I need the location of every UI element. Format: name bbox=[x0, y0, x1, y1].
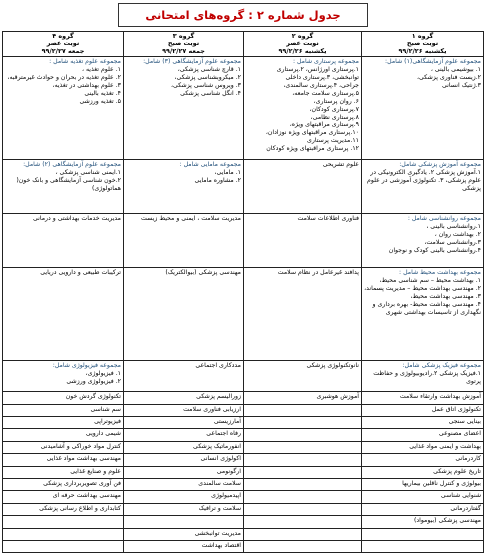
cell: مجموعه پرستاری شامل : ۱.پرستاری اورژانس، ۲.پرستاری توانبخشی، ۳.پرستاری داخلی جراحی، ۴.پرستاری سالمندی، ۵.پرستاری سلامت جامعه، ۶. روان پرستاری، ۷.پرستاری کودکان، ۸.پرستاری نظامی، ۹.پرستاری مراقبتهای ویژه، ۱۰.پرستاری مراقبتهای ویژه نوزادان، ۱۱.مدیریت پرستاری ۱۲. پرستاری مراقبتهای ویژه کودکان bbox=[244, 57, 362, 160]
cell: مهندسی پزشکی (بیومواد) bbox=[362, 516, 484, 528]
cell: سم شناسی bbox=[3, 404, 124, 416]
cell: مجموعه مامایی شامل : ۱. مامایی، ۲. مشاوره مامایی bbox=[124, 160, 244, 214]
page-title: جدول شماره ۲ : گروه‌های امتحانی bbox=[118, 3, 368, 27]
cell: نانوتکنولوژی پزشکی bbox=[244, 361, 362, 392]
cell bbox=[244, 441, 362, 453]
cell: انفورماتیک پزشکی bbox=[124, 441, 244, 453]
cell: کاردرمانی bbox=[362, 454, 484, 466]
table-row bbox=[3, 392, 484, 404]
cell: شیمی دارویی bbox=[3, 429, 124, 441]
cell: مجموعه روانشناسی شامل : ۱.روانشناسی بالینی ، ۲. بهداشت روان ، ۳.روانشناسی سلامت، ۴.روانشناسی بالینی کودک و نوجوان bbox=[362, 214, 484, 268]
cell bbox=[124, 516, 244, 528]
cell: آموزش هوشبری bbox=[244, 392, 362, 404]
table-row bbox=[3, 454, 484, 466]
exam-groups-table bbox=[2, 31, 484, 553]
table-row bbox=[3, 491, 484, 503]
cell: فن آوری تصویربرداری پزشکی bbox=[3, 478, 124, 490]
table-row bbox=[3, 429, 484, 441]
cell bbox=[244, 429, 362, 441]
cell bbox=[244, 516, 362, 528]
cell: ارزیابی فناوری سلامت bbox=[124, 404, 244, 416]
cell: علوم تشریحی bbox=[244, 160, 362, 214]
cell bbox=[244, 540, 362, 552]
cell: سلامت سالمندی bbox=[124, 478, 244, 490]
cell bbox=[244, 454, 362, 466]
cell bbox=[244, 404, 362, 416]
cell: مجموعه علوم آزمایشگاهی (۲) شامل: ۱.ایمنی شناسی پزشکی ، ۲.خون شناسی آزمایشگاهی و بانک خون( هماتولوژی) bbox=[3, 160, 124, 214]
cell bbox=[244, 528, 362, 540]
header-group-2: گروه ۲ نوبت عصر یکشنبه ۹۹/۲/۲۶ bbox=[244, 32, 362, 57]
cell: مجموعه علوم آزمایشگاهی(۱) شامل: ۱. بیوشیمی بالینی ، ۲.زیست فناوری پزشکی، ۳.ژنتیک انسانی bbox=[362, 57, 484, 160]
header-group-4: گروه ۴ نوبت عصر جمعه ۹۹/۲/۲۷ bbox=[3, 32, 124, 57]
cell bbox=[3, 528, 124, 540]
table-row bbox=[3, 466, 484, 478]
cell: ترکیبات طبیعی و دارویی دریایی bbox=[3, 268, 124, 361]
cell: فناوری اطلاعات سلامت bbox=[244, 214, 362, 268]
cell: اقتصاد بهداشت bbox=[124, 540, 244, 552]
table-body bbox=[3, 57, 484, 553]
table-row bbox=[3, 417, 484, 429]
cell: تاریخ علوم پزشکی bbox=[362, 466, 484, 478]
cell: مجموعه آموزش پزشکی شامل: ۱.آموزش پزشکی ۲. یادگیری الکترونیکی در علوم پزشکی، ۳. تکنولوژی آموزشی در علوم پزشکی bbox=[362, 160, 484, 214]
cell: سلامت و ترافیک bbox=[124, 503, 244, 515]
table-row bbox=[3, 57, 484, 160]
cell: مهندسی بهداشت مواد غذایی bbox=[3, 454, 124, 466]
cell: اپیدمیولوژی bbox=[124, 491, 244, 503]
cell: فیزیوتراپی bbox=[3, 417, 124, 429]
cell bbox=[3, 540, 124, 552]
cell bbox=[244, 503, 362, 515]
cell: پدافند غیرعامل در نظام سلامت bbox=[244, 268, 362, 361]
table-row bbox=[3, 160, 484, 214]
table-row bbox=[3, 361, 484, 392]
cell: آموزش بهداشت وارتقاء سلامت bbox=[362, 392, 484, 404]
cell: مددکاری اجتماعی bbox=[124, 361, 244, 392]
cell: تکنولوژی گردش خون bbox=[3, 392, 124, 404]
cell: اکولوژی انسانی bbox=[124, 454, 244, 466]
cell: مدیریت خدمات بهداشتی و درمانی bbox=[3, 214, 124, 268]
cell bbox=[244, 491, 362, 503]
cell: مهندسی بهداشت حرفه ای bbox=[3, 491, 124, 503]
cell: مهندسی پزشکی (بیوالکتریک) bbox=[124, 268, 244, 361]
cell: بینایی سنجی bbox=[362, 417, 484, 429]
cell: رفاه اجتماعی bbox=[124, 429, 244, 441]
cell: کنترل مواد خوراکی و آشامیدنی bbox=[3, 441, 124, 453]
cell: اعضای مصنوعی bbox=[362, 429, 484, 441]
table-row bbox=[3, 540, 484, 552]
cell: مجموعه فیزیک پزشکی شامل: ۱.فیزیک پزشکی ۲.رادیوبیولوژی و حفاظت پرتوی bbox=[362, 361, 484, 392]
table-row bbox=[3, 404, 484, 416]
cell: بهداشت و ایمنی مواد غذایی bbox=[362, 441, 484, 453]
cell bbox=[362, 528, 484, 540]
cell: مجموعه علوم آزمایشگاهی (۳) شامل: ۱. قارچ شناسی پزشکی، ۲. میکروبشناسی پزشکی، ۳. ویروس شناسی پزشکی، ۴. انگل شناسی پزشکی bbox=[124, 57, 244, 160]
cell: علوم و صنایع غذایی bbox=[3, 466, 124, 478]
cell: کتابداری و اطلاع رسانی پزشکی bbox=[3, 503, 124, 515]
cell bbox=[244, 417, 362, 429]
table-row bbox=[3, 516, 484, 528]
cell: آمارزیستی bbox=[124, 417, 244, 429]
cell bbox=[244, 466, 362, 478]
table-row bbox=[3, 441, 484, 453]
table-row bbox=[3, 528, 484, 540]
cell bbox=[362, 540, 484, 552]
cell: مجموعه علوم تغذیه شامل : ۱. علوم تغذیه ، ۲. علوم تغذیه در بحران و حوادث غیرمترقبه، ۳. علوم بهداشتی در تغذیه، ۴. تغذیه بالینی ۵. تغذیه ورزشی bbox=[3, 57, 124, 160]
cell: ارگونومی bbox=[124, 466, 244, 478]
cell: مجموعه فیزیولوژی شامل: ۱. فیزیولوژی، ۲. فیزیولوژی ورزشی bbox=[3, 361, 124, 392]
cell: بیولوژی و کنترل ناقلین بیماریها bbox=[362, 478, 484, 490]
cell: شنوایی شناسی bbox=[362, 491, 484, 503]
cell: گفتاردرمانی bbox=[362, 503, 484, 515]
header-group-3: گروه ۳ نوبت صبح جمعه ۹۹/۲/۲۷ bbox=[124, 32, 244, 57]
cell bbox=[244, 478, 362, 490]
cell bbox=[3, 516, 124, 528]
cell: مدیریت توانبخشی bbox=[124, 528, 244, 540]
header-row bbox=[3, 32, 484, 57]
cell: تکنولوژی اتاق عمل bbox=[362, 404, 484, 416]
table-row bbox=[3, 503, 484, 515]
table-row bbox=[3, 214, 484, 268]
cell: مجموعه بهداشت محیط شامل : ۱. بهداشت محیط – سم شناسی محیط، ۲. مهندسی بهداشت محیط – مدیریت پسماند، ۳. مهندسی بهداشت محیط، ۴. مهندسی بهداشت محیط- بهره برداری و نگهداری از تاسیسات بهداشتی شهری bbox=[362, 268, 484, 361]
table-row bbox=[3, 478, 484, 490]
header-group-1: گروه ۱ نوبت صبح یکشنبه ۹۹/۲/۲۶ bbox=[362, 32, 484, 57]
cell: زورالیسم پزشکی bbox=[124, 392, 244, 404]
cell: مدیریت سلامت ، ایمنی و محیط زیست bbox=[124, 214, 244, 268]
table-row bbox=[3, 268, 484, 361]
